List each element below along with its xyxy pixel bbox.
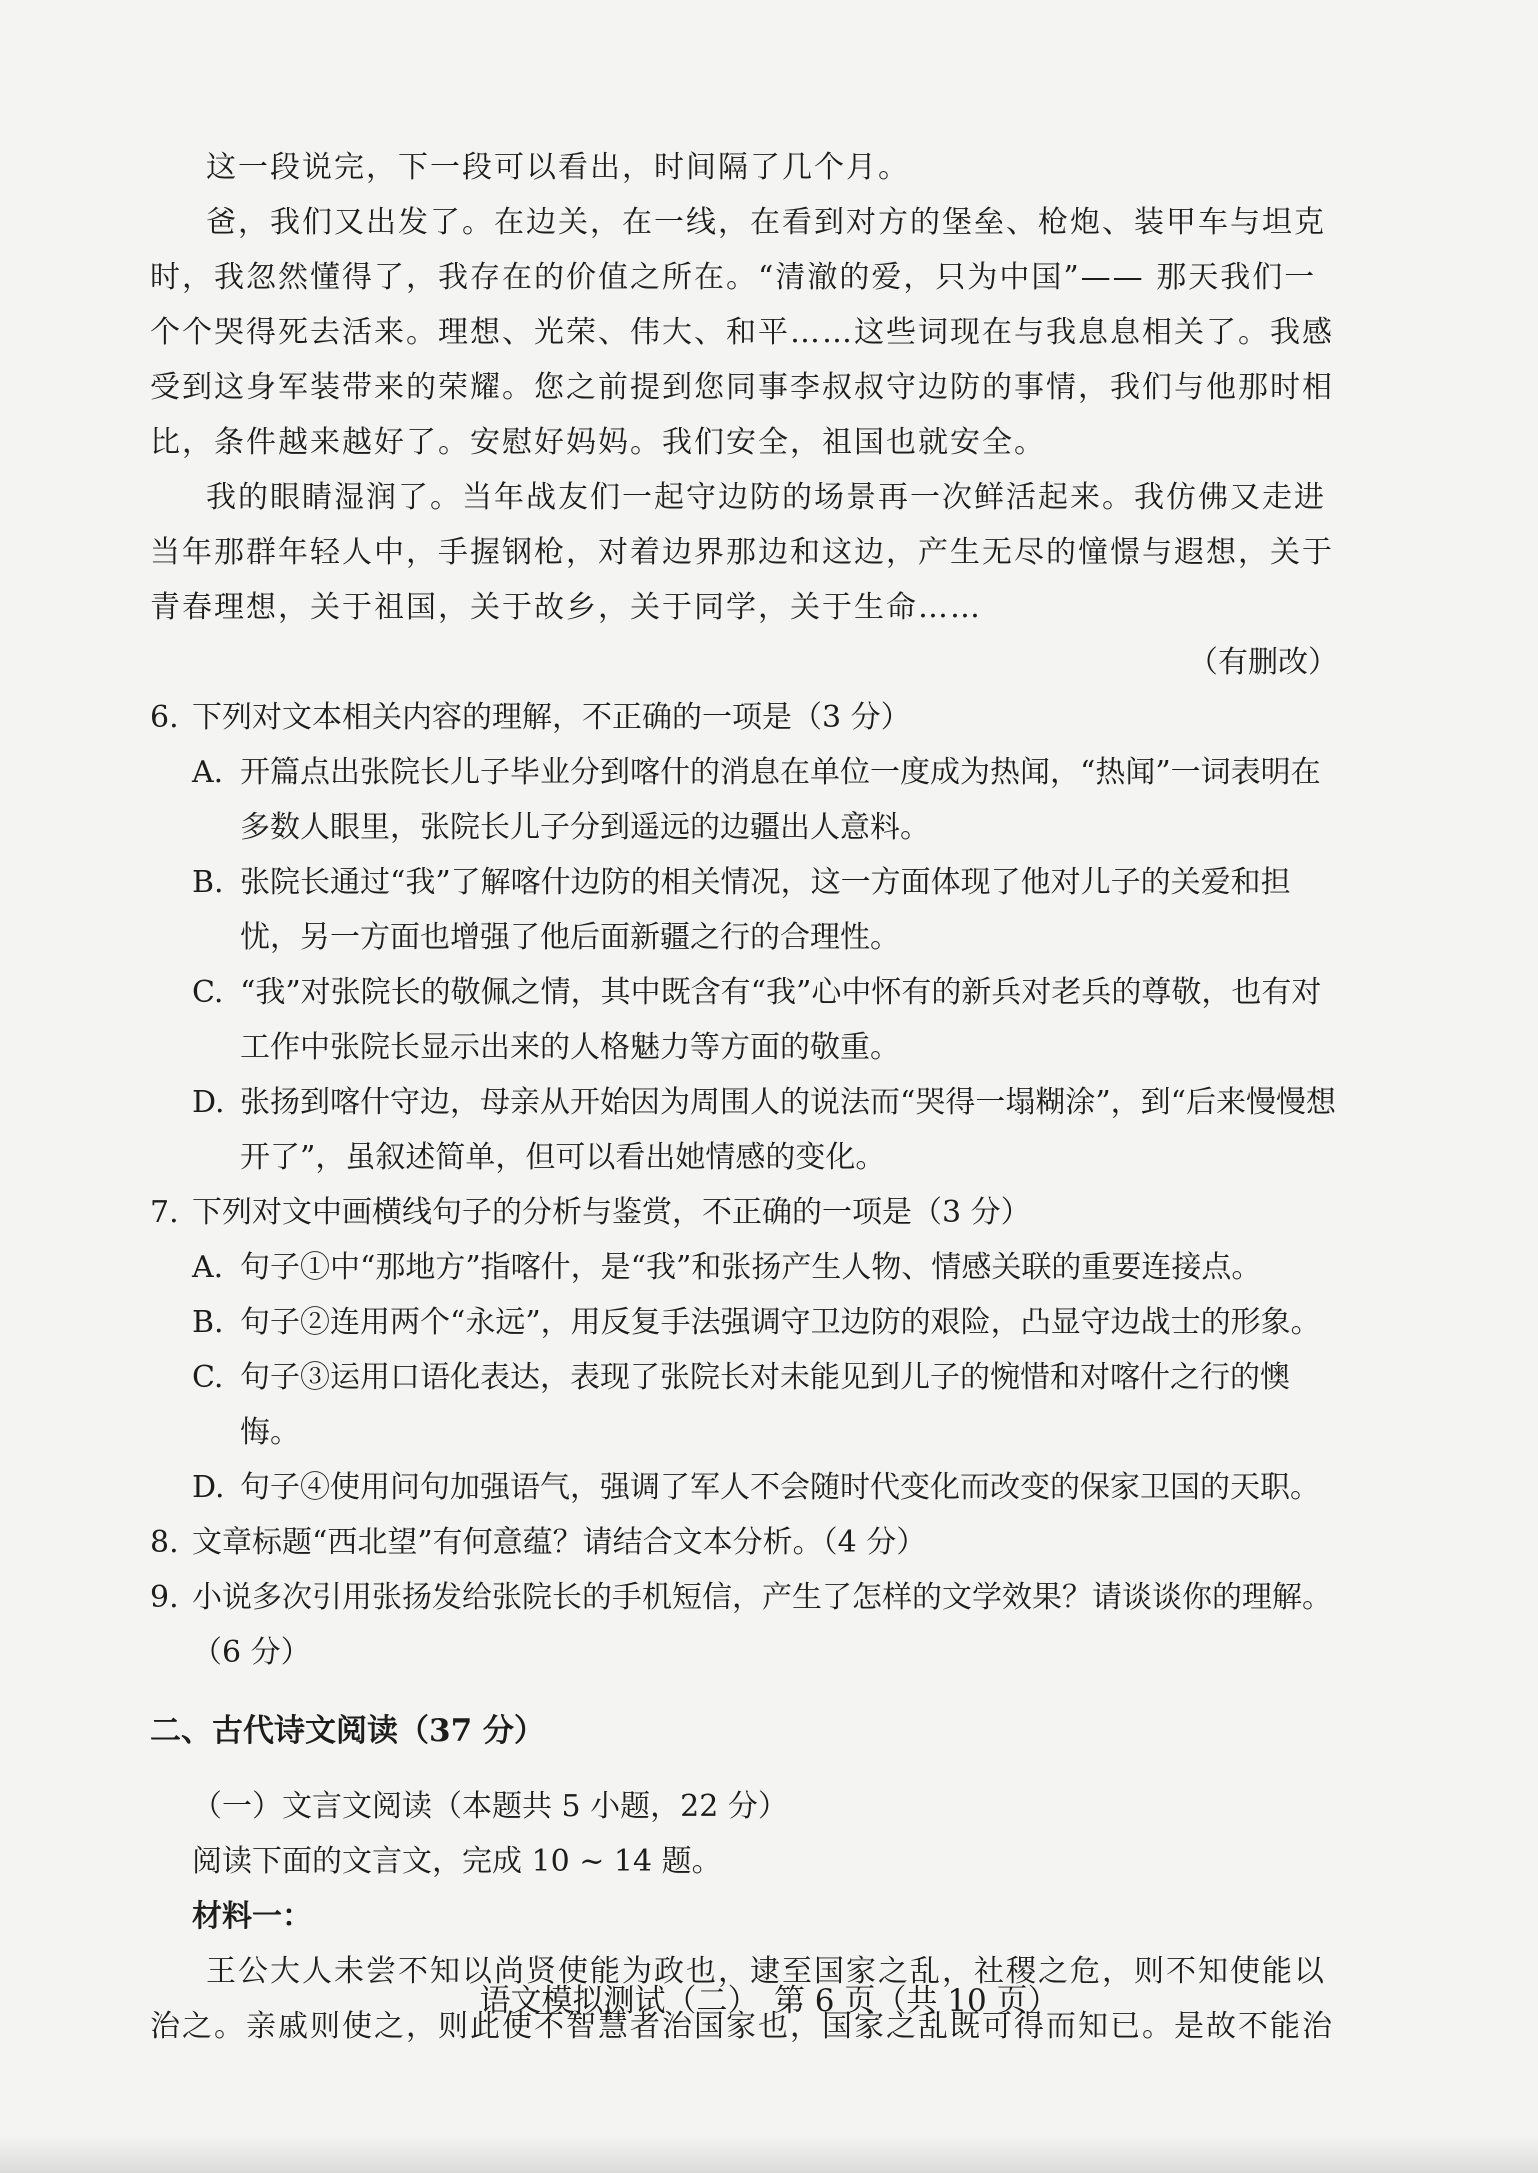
option-label: D. [192, 1470, 225, 1505]
option-label: C. [192, 1360, 224, 1395]
option-6c [192, 965, 1338, 1075]
reading-instruction: 阅读下面的文言文，完成 10 ~ 14 题。 [192, 1844, 722, 1879]
option-text: 句子①中“那地方”指喀什，是“我”和张扬产生人物、情感关联的重要连接点。 [240, 1250, 1262, 1285]
option-7c [192, 1350, 1338, 1460]
question-8 [150, 1515, 1338, 1570]
option-label: B. [192, 865, 224, 900]
material-text: 王公大人未尝不知以尚贤使能为政也，逮至国家之乱，社稷之危，则不知使能以治之。亲戚则使之，则此使不智慧者治国家也，国家之乱既可得而知已。是故不能治 [150, 1954, 1334, 2044]
option-text: 句子②连用两个“永远”，用反复手法强调守卫边防的艰险，凸显守边战士的形象。 [240, 1305, 1321, 1340]
option-text: 张扬到喀什守边，母亲从开始因为周围人的说法而“哭得一塌糊涂”，到“后来慢慢想开了”，虽叙述简单，但可以看出她情感的变化。 [240, 1085, 1337, 1175]
question-stem: 文章标题“西北望”有何意蕴？请结合文本分析。（4 分） [192, 1525, 927, 1560]
question-number: 9. [150, 1580, 179, 1615]
question-9 [150, 1570, 1338, 1680]
question-number: 6. [150, 700, 179, 735]
option-label: A. [192, 755, 224, 790]
option-text: 张院长通过“我”了解喀什边防的相关情况，这一方面体现了他对儿子的关爱和担忧，另一方面也增强了他后面新疆之行的合理性。 [240, 865, 1291, 955]
question-7 [150, 1185, 1338, 1240]
option-text: 句子③运用口语化表达，表现了张院长对未能见到儿子的惋惜和对喀什之行的懊悔。 [240, 1360, 1290, 1450]
question-stem: 下列对文本相关内容的理解，不正确的一项是（3 分） [192, 700, 911, 735]
option-label: D. [192, 1085, 225, 1120]
option-text: “我”对张院长的敬佩之情，其中既含有“我”心中怀有的新兵对老兵的尊敬，也有对工作中张院长显示出来的人格魅力等方面的敬重。 [240, 975, 1322, 1065]
material-label: 材料一： [192, 1899, 312, 1934]
question-stem: 下列对文中画横线句子的分析与鉴赏，不正确的一项是（3 分） [192, 1195, 1031, 1230]
option-text: 开篇点出张院长儿子毕业分到喀什的消息在单位一度成为热闻，“热闻”一词表明在多数人眼里，张院长儿子分到遥远的边疆出人意料。 [240, 755, 1321, 845]
question-6 [150, 690, 1338, 745]
question-number: 7. [150, 1195, 179, 1230]
option-text: 句子④使用问句加强语气，强调了军人不会随时代变化而改变的保家卫国的天职。 [240, 1470, 1320, 1505]
option-6d [192, 1075, 1338, 1185]
scan-edge-shadow [0, 2135, 1538, 2173]
option-6b [192, 855, 1338, 965]
page-footer: 语文模拟测试（二） 第 6 页（共 10 页） [479, 1983, 1059, 2019]
passage-paragraph-1: 这一段说完，下一段可以看出，时间隔了几个月。 [206, 150, 910, 185]
question-number: 8. [150, 1525, 179, 1560]
option-label: C. [192, 975, 224, 1010]
passage-paragraph-2: 爸，我们又出发了。在边关，在一线，在看到对方的堡垒、枪炮、装甲车与坦克时，我忽然懂得了，我存在的价值之所在。“清澈的爱，只为中国”—— 那天我们一个个哭得死去活来。理想、光荣、伟大、和平……这些词现在与我息息相关了。我感受到这身军装带来的荣耀。您之前提到您同事李叔叔守边防的事情，我们与他那时相比，条件越来越好了。安慰好妈妈。我们安全，祖国也就安全。 [150, 205, 1334, 460]
option-7d [192, 1460, 1338, 1515]
option-7b [192, 1295, 1338, 1350]
question-stem: 小说多次引用张扬发给张院长的手机短信，产生了怎样的文学效果？请谈谈你的理解。（6 分） [192, 1580, 1332, 1670]
option-7a [192, 1240, 1338, 1295]
section-title: 二、古代诗文阅读（37 分） [150, 1713, 545, 1749]
subsection-title: （一）文言文阅读（本题共 5 小题，22 分） [192, 1789, 788, 1824]
passage-paragraph-3: 我的眼睛湿润了。当年战友们一起守边防的场景再一次鲜活起来。我仿佛又走进当年那群年轻人中，手握钢枪，对着边界那边和这边，产生无尽的憧憬与遐想，关于青春理想，关于祖国，关于故乡，关于同学，关于生命…… [150, 480, 1334, 625]
option-label: B. [192, 1305, 224, 1340]
option-label: A. [192, 1250, 224, 1285]
option-6a [192, 745, 1338, 855]
passage-source-note: （有删改） [1188, 645, 1338, 680]
